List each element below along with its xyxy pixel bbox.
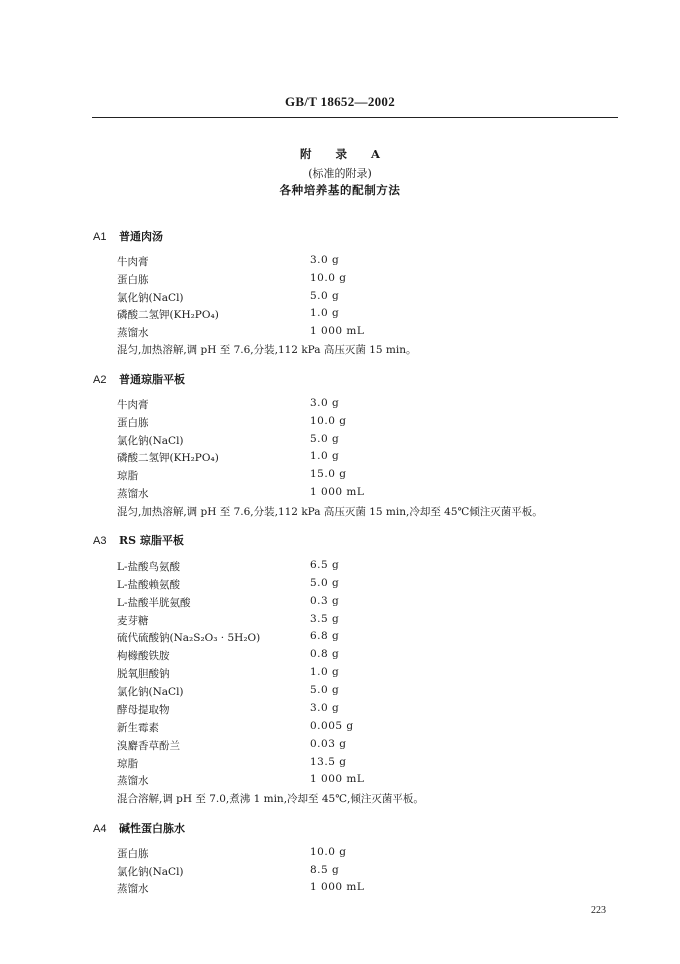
section-heading — [93, 820, 185, 836]
ingredient-row — [117, 864, 557, 882]
section-title: 普通肉汤 — [119, 230, 163, 243]
ingredient-row — [117, 702, 557, 720]
ingredient-amount: 1 000 mL — [310, 881, 365, 893]
ingredient-amount: 13.5 g — [310, 756, 347, 768]
ingredient-row — [117, 684, 557, 702]
ingredient-amount: 10.0 g — [310, 846, 347, 858]
ingredient-name: 蛋白胨 — [117, 274, 149, 286]
ingredient-row — [117, 720, 557, 738]
ingredient-row — [117, 450, 557, 468]
ingredient-amount: 0.005 g — [310, 720, 354, 732]
ingredient-amount: 5.0 g — [310, 684, 340, 696]
ingredient-row — [117, 630, 557, 648]
ingredient-row — [117, 559, 557, 577]
ingredient-name: 牛肉膏 — [117, 399, 149, 411]
ingredient-name: 枸橼酸铁胺 — [117, 650, 170, 662]
ingredient-row — [117, 773, 557, 791]
appendix-subtitle: 各种培养基的配制方法 — [279, 183, 401, 197]
ingredient-amount: 1.0 g — [310, 307, 340, 319]
ingredient-amount: 0.8 g — [310, 648, 340, 660]
ingredient-name: 麦芽糖 — [117, 615, 149, 627]
ingredient-row — [117, 254, 557, 272]
ingredient-amount: 3.0 g — [310, 254, 340, 266]
section-number: A2 — [93, 374, 107, 386]
ingredient-amount: 5.0 g — [310, 290, 340, 302]
ingredient-row — [117, 433, 557, 451]
ingredient-row — [117, 290, 557, 308]
ingredient-amount: 1 000 mL — [310, 773, 365, 785]
ingredient-name: 蒸馏水 — [117, 775, 149, 787]
ingredient-name: 氯化钠(NaCl) — [117, 435, 184, 447]
ingredient-row — [117, 397, 557, 415]
ingredient-row — [117, 613, 557, 631]
section-number: A1 — [93, 231, 107, 243]
standard-header: GB/T 18652—2002 — [284, 94, 396, 109]
ingredient-amount: 6.5 g — [310, 559, 340, 571]
section-title: 碱性蛋白胨水 — [119, 822, 185, 835]
ingredient-name: 牛肉膏 — [117, 256, 149, 268]
ingredient-name: L-盐酸赖氨酸 — [117, 579, 181, 591]
appendix-title: 附 录 A — [300, 147, 390, 161]
ingredient-row — [117, 415, 557, 433]
ingredient-amount: 10.0 g — [310, 272, 347, 284]
ingredient-row — [117, 756, 557, 774]
ingredient-name: 脱氧胆酸钠 — [117, 668, 170, 680]
ingredient-amount: 10.0 g — [310, 415, 347, 427]
section-heading — [93, 228, 163, 244]
preparation-note: 混合溶解,调 pH 至 7.0,煮沸 1 min,冷却至 45℃,倾注灭菌平板。 — [117, 793, 424, 805]
ingredient-amount: 1.0 g — [310, 666, 340, 678]
ingredient-row — [117, 666, 557, 684]
ingredient-row — [117, 468, 557, 486]
ingredient-row — [117, 595, 557, 613]
ingredient-name: 磷酸二氢钾(KH₂PO₄) — [117, 452, 219, 464]
ingredient-name: 氯化钠(NaCl) — [117, 866, 184, 878]
ingredient-amount: 5.0 g — [310, 577, 340, 589]
ingredient-row — [117, 307, 557, 325]
ingredient-name: 新生霉素 — [117, 722, 159, 734]
ingredient-row — [117, 846, 557, 864]
ingredient-name: 蒸馏水 — [117, 883, 149, 895]
section-number: A3 — [93, 535, 107, 547]
ingredient-amount: 1 000 mL — [310, 325, 365, 337]
ingredient-amount: 0.3 g — [310, 595, 340, 607]
ingredient-name: 蒸馏水 — [117, 488, 149, 500]
preparation-note: 混匀,加热溶解,调 pH 至 7.6,分装,112 kPa 高压灭菌 15 min。 — [117, 344, 417, 356]
ingredient-name: 蛋白胨 — [117, 417, 149, 429]
section-title: 普通琼脂平板 — [119, 373, 185, 386]
ingredient-amount: 5.0 g — [310, 433, 340, 445]
section-heading — [93, 371, 185, 387]
header-rule — [92, 117, 618, 118]
ingredient-name: 硫代硫酸钠(Na₂S₂O₃ · 5H₂O) — [117, 632, 261, 644]
ingredient-amount: 3.0 g — [310, 397, 340, 409]
ingredient-amount: 1 000 mL — [310, 486, 365, 498]
ingredient-amount: 15.0 g — [310, 468, 347, 480]
preparation-note: 混匀,加热溶解,调 pH 至 7.6,分装,112 kPa 高压灭菌 15 min,冷却至 45℃倾注灭菌平板。 — [117, 506, 543, 518]
ingredient-row — [117, 738, 557, 756]
ingredient-name: 氯化钠(NaCl) — [117, 292, 184, 304]
ingredient-name: L-盐酸半胱氨酸 — [117, 597, 191, 609]
ingredient-amount: 0.03 g — [310, 738, 347, 750]
ingredient-name: 酵母提取物 — [117, 704, 170, 716]
ingredient-amount: 3.5 g — [310, 613, 340, 625]
ingredient-name: 氯化钠(NaCl) — [117, 686, 184, 698]
ingredient-name: 琼脂 — [117, 758, 138, 770]
ingredient-amount: 3.0 g — [310, 702, 340, 714]
ingredient-row — [117, 881, 557, 899]
ingredient-amount: 8.5 g — [310, 864, 340, 876]
ingredient-amount: 6.8 g — [310, 630, 340, 642]
page-number: 223 — [591, 905, 606, 916]
ingredient-row — [117, 486, 557, 504]
ingredient-amount: 1.0 g — [310, 450, 340, 462]
ingredient-row — [117, 272, 557, 290]
section-title: RS 琼脂平板 — [119, 534, 184, 547]
ingredient-name: 溴麝香草酚兰 — [117, 740, 180, 752]
appendix-type: (标准的附录) — [308, 167, 372, 180]
ingredient-name: 蒸馏水 — [117, 327, 149, 339]
section-number: A4 — [93, 823, 107, 835]
ingredient-row — [117, 325, 557, 343]
ingredient-name: 磷酸二氢钾(KH₂PO₄) — [117, 309, 219, 321]
ingredient-name: L-盐酸鸟氨酸 — [117, 561, 181, 573]
section-heading — [93, 532, 184, 548]
ingredient-name: 琼脂 — [117, 470, 138, 482]
ingredient-row — [117, 577, 557, 595]
ingredient-name: 蛋白胨 — [117, 848, 149, 860]
ingredient-row — [117, 648, 557, 666]
